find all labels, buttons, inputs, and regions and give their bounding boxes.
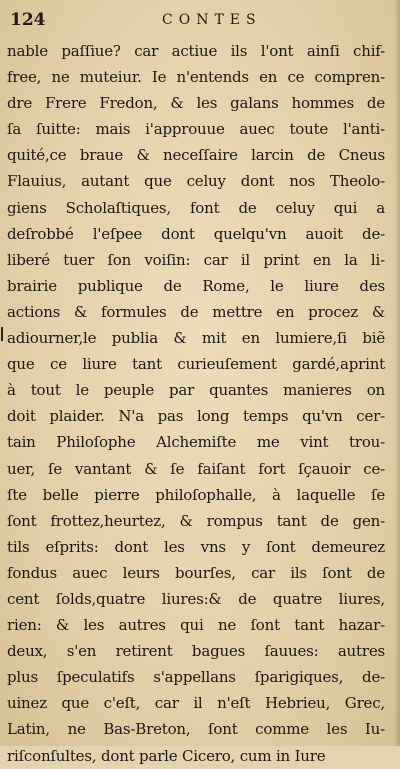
text-line: ſa ſuitte: mais i'approuue auec toute l'anti- [7, 120, 385, 139]
text-line: quité,ce braue & neceſſaire larcin de Cneus [7, 146, 385, 165]
text-line: deſrobbé l'eſpee dont quelqu'vn auoit de- [7, 224, 385, 243]
body-text [7, 38, 385, 769]
text-line: plus ſpeculatifs s'appellans ſparigiques, de- [7, 668, 385, 687]
page-edge-shadow [394, 0, 400, 746]
text-line: free, ne muteiur. Ie n'entends en ce compren- [7, 68, 385, 87]
text-line: Latin, ne Bas-Breton, ſont comme les Iu- [7, 720, 385, 739]
text-line: deux, s'en retirent bagues ſauues: autres [7, 642, 385, 661]
text-line: adiourner,le publia & mit en lumiere,ſi biẽ [7, 329, 385, 348]
text-line: uinez que c'eſt, car il n'eſt Hebrieu, Grec, [7, 694, 385, 713]
page-header [10, 6, 390, 32]
text-line: actions & formules de mettre en procez & [7, 302, 385, 321]
text-line: que ce liure tant curieuſement gardé,aprint [7, 355, 385, 374]
text-line: tils eſprits: dont les vns y ſont demeurez [7, 537, 385, 556]
text-line: ſte belle pierre philoſophalle, à laquelle ſe [7, 485, 385, 504]
margin-mark [1, 327, 3, 341]
text-line: giens Scholaſtiques, font de celuy qui a [7, 198, 385, 217]
text-line: doit plaider. N'a pas long temps qu'vn cer- [7, 407, 385, 426]
text-line: rien: & les autres qui ne ſont tant hazar- [7, 616, 385, 635]
text-line: liberé tuer ſon voiſin: car il print en la li- [7, 250, 385, 269]
text-line: à tout le peuple par quantes manieres on [7, 381, 385, 400]
text-line: riſconſultes, dont parle Cicero, cum in Iure [7, 746, 326, 765]
text-line: cent ſolds,quatre liures:& de quatre liures, [7, 589, 385, 608]
text-line: ſont frottez,heurtez, & rompus tant de gen- [7, 511, 385, 530]
text-line: brairie publique de Rome, le liure des [7, 276, 385, 295]
running-head: CONTES [162, 12, 262, 28]
text-line: nable paſſiue? car actiue ils l'ont ainſi chif- [7, 42, 385, 60]
text-line: dre Frere Fredon, & les galans hommes de [7, 94, 385, 113]
text-line: fondus auec leurs bourſes, car ils ſont de [7, 563, 385, 582]
text-line: tain Philoſophe Alchemiſte me vint trou- [7, 433, 385, 452]
text-line: uer, ſe vantant & ſe faiſant fort ſçauoir ce- [7, 459, 385, 478]
text-line: Flauius, autant que celuy dont nos Theolo- [7, 172, 385, 191]
page-number: 124 [10, 10, 46, 30]
